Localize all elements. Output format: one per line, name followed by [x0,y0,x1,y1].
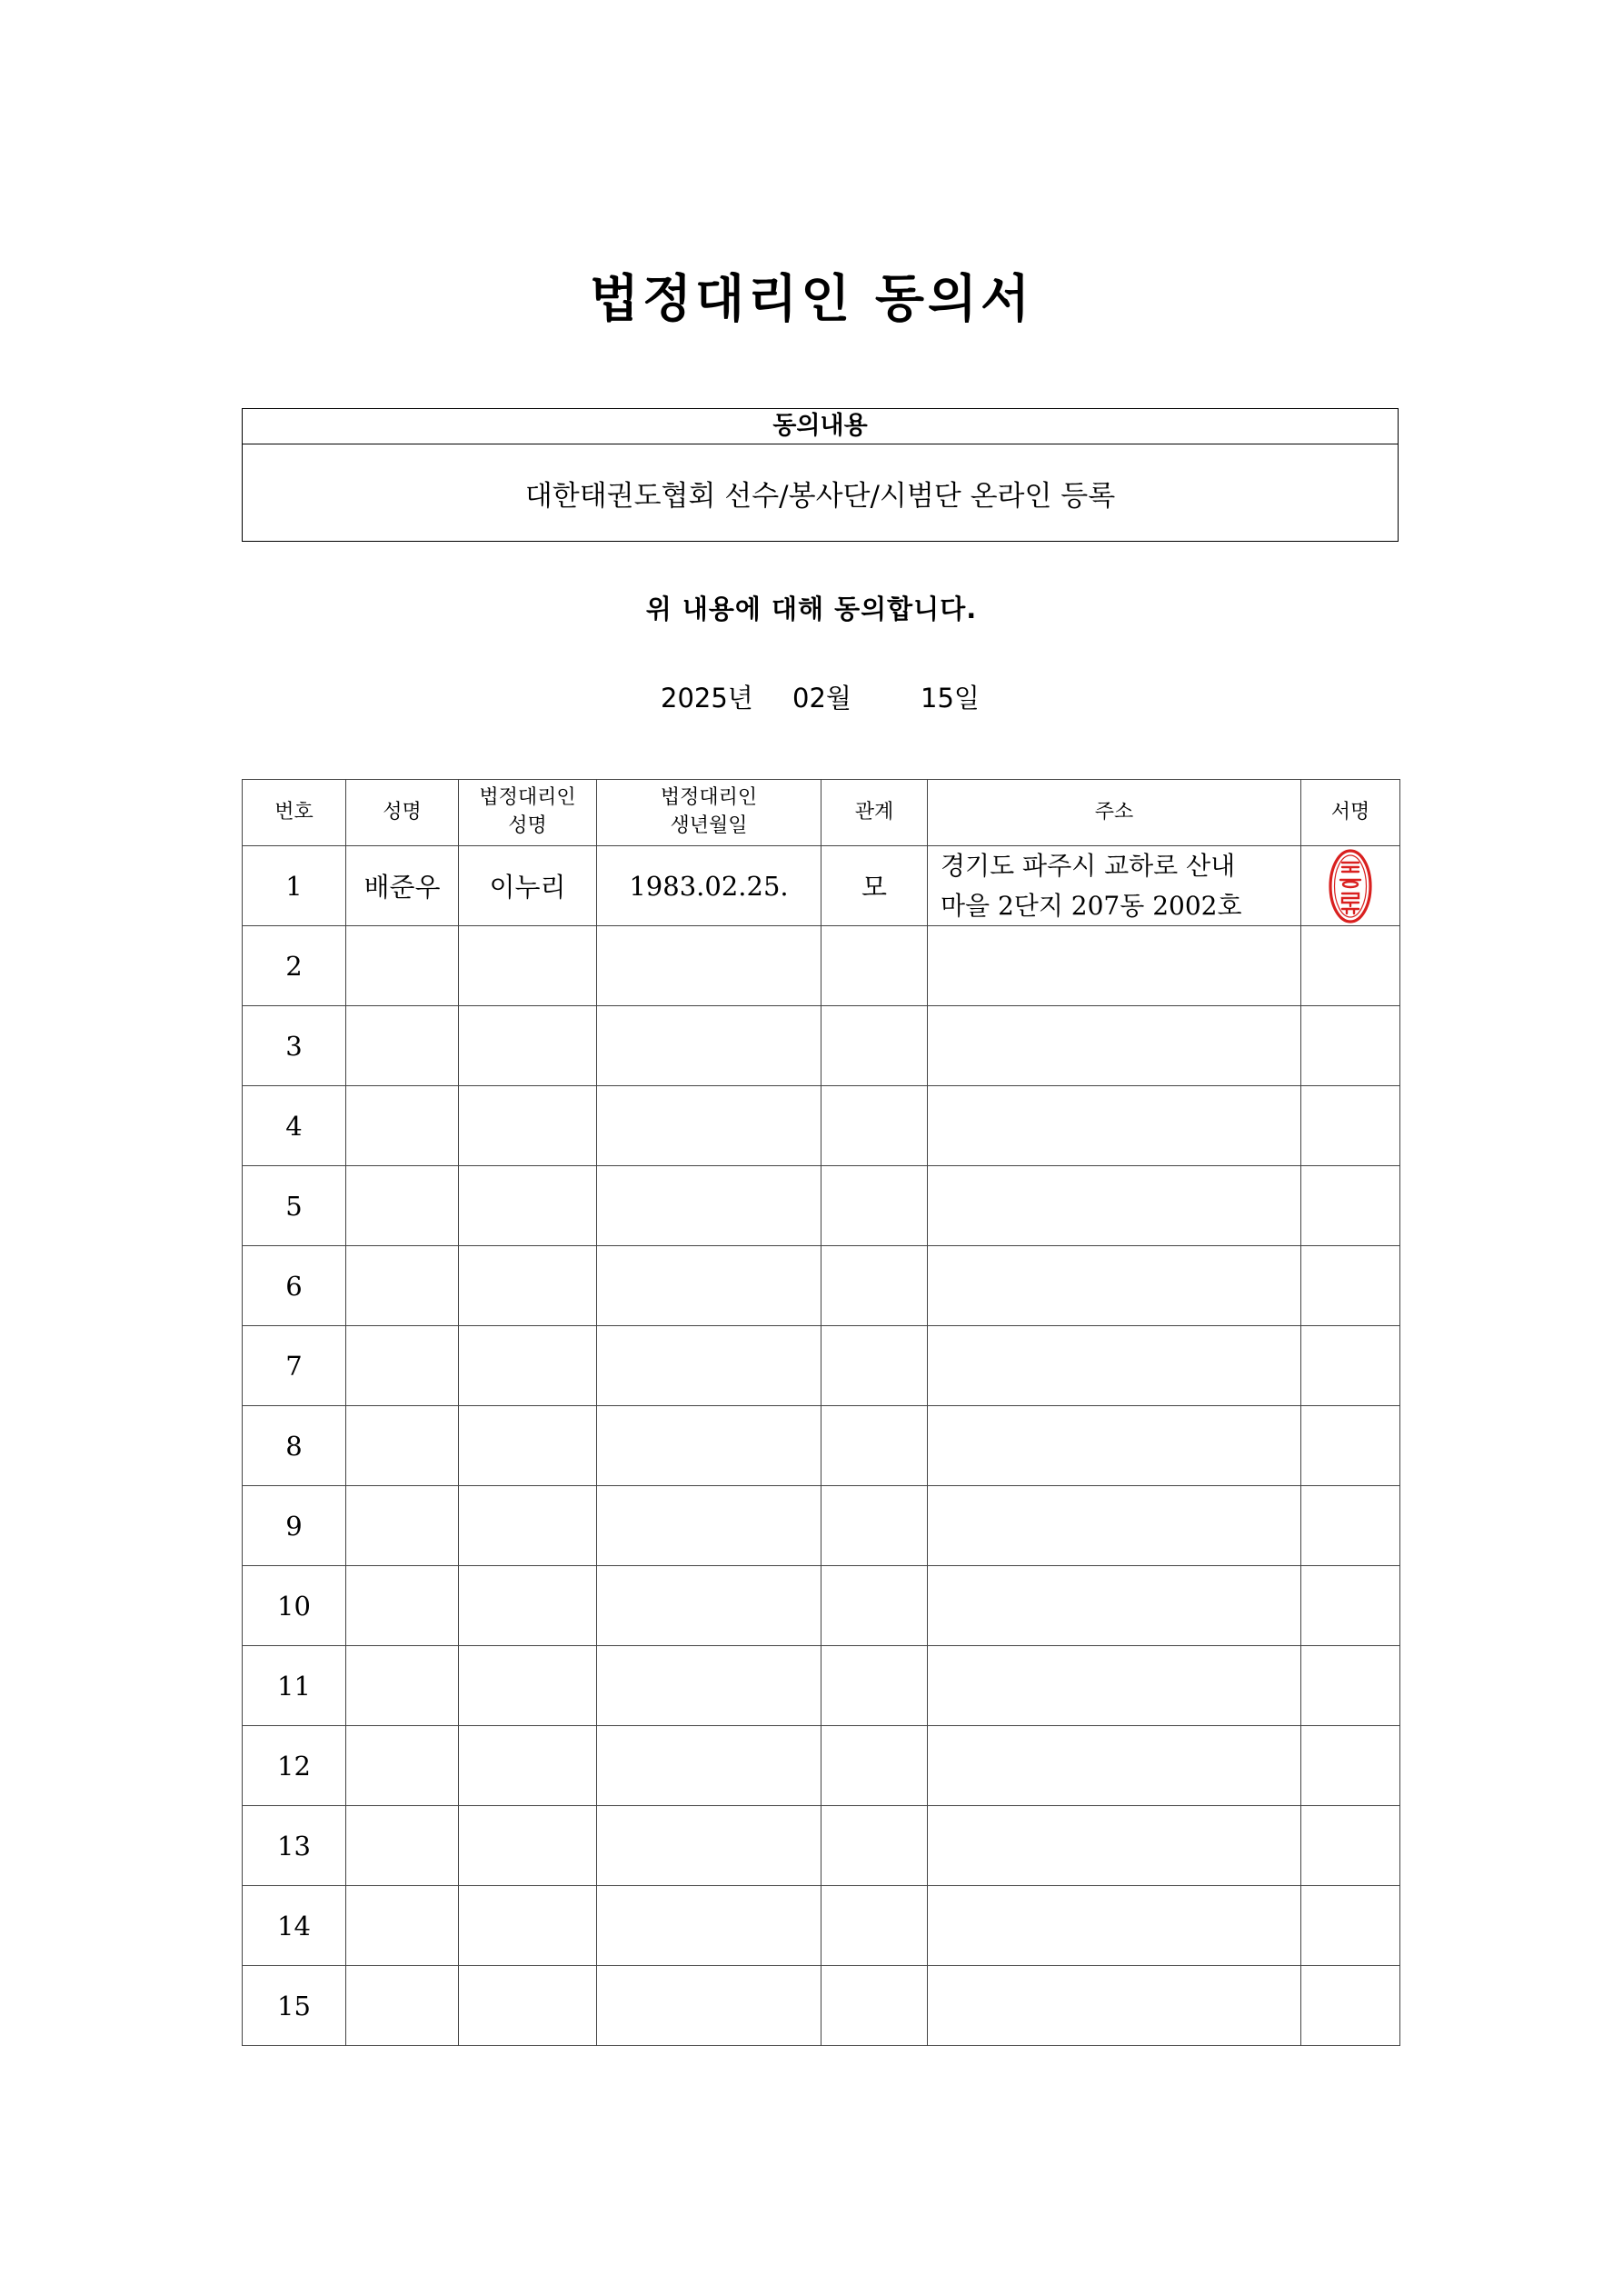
cell-guardian-name [459,1166,597,1246]
cell-relation [821,1646,928,1726]
cell-address [928,846,1301,926]
cell-guardian-name [459,1806,597,1886]
cell-relation [821,1886,928,1966]
cell-number: 14 [243,1886,346,1966]
cell-name [346,1086,459,1166]
cell-name [346,1886,459,1966]
header-address: 주소 [928,780,1301,846]
red-seal-stamp-icon [1327,847,1374,925]
cell-number: 10 [243,1566,346,1646]
cell-guardian-birth [597,1086,821,1166]
cell-relation [821,926,928,1006]
table-row [243,1326,1400,1406]
address-line-2: 마을 2단지 207동 2002호 [941,890,1242,921]
cell-signature [1301,1726,1400,1806]
cell-address [928,1886,1301,1966]
cell-guardian-name [459,1726,597,1806]
cell-guardian-name [459,1566,597,1646]
cell-address [928,1486,1301,1566]
cell-name [346,1406,459,1486]
cell-relation [821,1166,928,1246]
cell-number: 6 [243,1246,346,1326]
cell-name [346,1566,459,1646]
cell-relation [821,1326,928,1406]
header-guardian-name-line1: 법정대리인 [479,786,576,810]
cell-address [928,926,1301,1006]
cell-signature [1301,1486,1400,1566]
table-row [243,1566,1400,1646]
cell-signature [1301,1326,1400,1406]
cell-signature [1301,926,1400,1006]
cell-name [346,1326,459,1406]
cell-signature [1301,1406,1400,1486]
table-row [243,1886,1400,1966]
cell-number: 8 [243,1406,346,1486]
cell-relation: 모 [821,846,928,926]
date-month: 02월 [792,683,851,714]
cell-number: 12 [243,1726,346,1806]
header-guardian-birth-line2: 생년월일 [670,814,748,837]
cell-number: 13 [243,1806,346,1886]
cell-name [346,1486,459,1566]
cell-signature [1301,1566,1400,1646]
table-row [243,1806,1400,1886]
cell-address [928,1086,1301,1166]
header-name: 성명 [346,780,459,846]
cell-number: 11 [243,1646,346,1726]
cell-address [928,1646,1301,1726]
cell-signature [1301,1086,1400,1166]
cell-number: 3 [243,1006,346,1086]
cell-address [928,1406,1301,1486]
cell-name [346,1166,459,1246]
cell-guardian-birth [597,1006,821,1086]
cell-number: 7 [243,1326,346,1406]
cell-guardian-birth [597,1966,821,2046]
table-row [243,1486,1400,1566]
cell-signature [1301,1886,1400,1966]
cell-name [346,1246,459,1326]
cell-guardian-birth [597,1406,821,1486]
address-line-1: 경기도 파주시 교하로 산내 [941,851,1236,882]
date-day: 15일 [921,683,980,714]
cell-relation [821,1006,928,1086]
cell-signature [1301,1166,1400,1246]
cell-relation [821,1566,928,1646]
cell-address [928,1246,1301,1326]
cell-guardian-birth [597,926,821,1006]
cell-guardian-birth [597,1806,821,1886]
cell-guardian-name [459,926,597,1006]
cell-relation [821,1966,928,2046]
header-number: 번호 [243,780,346,846]
table-row [243,1086,1400,1166]
cell-guardian-name [459,1966,597,2046]
cell-guardian-name [459,1406,597,1486]
table-row [243,1406,1400,1486]
table-row [243,846,1400,926]
table-row [243,1966,1400,2046]
cell-number: 9 [243,1486,346,1566]
date-year: 2025년 [661,683,753,714]
header-guardian-name [459,780,597,846]
cell-number: 5 [243,1166,346,1246]
cell-address [928,1006,1301,1086]
cell-guardian-birth [597,1566,821,1646]
agreement-statement: 위 내용에 대해 동의합니다. [645,594,978,624]
date-line [0,678,1623,714]
cell-guardian-name [459,1486,597,1566]
header-signature: 서명 [1301,780,1400,846]
cell-signature [1301,1806,1400,1886]
cell-guardian-birth [597,1326,821,1406]
cell-guardian-name [459,1886,597,1966]
cell-relation [821,1726,928,1806]
cell-number: 15 [243,1966,346,2046]
cell-guardian-birth [597,1646,821,1726]
cell-guardian-name: 이누리 [459,846,597,926]
cell-guardian-birth: 1983.02.25. [597,846,821,926]
cell-number: 1 [243,846,346,926]
cell-relation [821,1486,928,1566]
cell-relation [821,1406,928,1486]
cell-relation [821,1806,928,1886]
cell-address [928,1966,1301,2046]
table-row [243,1166,1400,1246]
cell-name [346,1006,459,1086]
table-row [243,1646,1400,1726]
cell-number: 4 [243,1086,346,1166]
consent-header: 동의내용 [243,409,1398,444]
cell-guardian-birth [597,1246,821,1326]
cell-signature [1301,1646,1400,1726]
cell-signature [1301,846,1400,926]
table-header-row [243,780,1400,846]
cell-number: 2 [243,926,346,1006]
header-relation: 관계 [821,780,928,846]
cell-guardian-name [459,1246,597,1326]
consent-box [242,408,1399,542]
cell-address [928,1726,1301,1806]
cell-address [928,1326,1301,1406]
cell-guardian-name [459,1006,597,1086]
cell-address [928,1166,1301,1246]
consent-content-text: 대한태권도협회 선수/봉사단/시범단 온라인 등록 [524,480,1116,513]
cell-address [928,1566,1301,1646]
cell-guardian-birth [597,1886,821,1966]
cell-name [346,926,459,1006]
document-title: 법정대리인 동의서 [589,270,1034,329]
table-row [243,1726,1400,1806]
roster-table [242,779,1400,2046]
cell-guardian-birth [597,1166,821,1246]
cell-signature [1301,1006,1400,1086]
table-row [243,1006,1400,1086]
cell-guardian-birth [597,1486,821,1566]
cell-name [346,1966,459,2046]
cell-name: 배준우 [346,846,459,926]
cell-guardian-name [459,1646,597,1726]
header-guardian-birth [597,780,821,846]
cell-name [346,1806,459,1886]
cell-signature [1301,1966,1400,2046]
header-guardian-birth-line1: 법정대리인 [660,786,758,810]
cell-guardian-birth [597,1726,821,1806]
cell-guardian-name [459,1326,597,1406]
cell-relation [821,1246,928,1326]
consent-content [243,444,1398,542]
table-row [243,926,1400,1006]
cell-address [928,1806,1301,1886]
header-guardian-name-line2: 성명 [508,814,547,837]
cell-signature [1301,1246,1400,1326]
table-row [243,1246,1400,1326]
cell-guardian-name [459,1086,597,1166]
cell-name [346,1726,459,1806]
cell-relation [821,1086,928,1166]
cell-name [346,1646,459,1726]
